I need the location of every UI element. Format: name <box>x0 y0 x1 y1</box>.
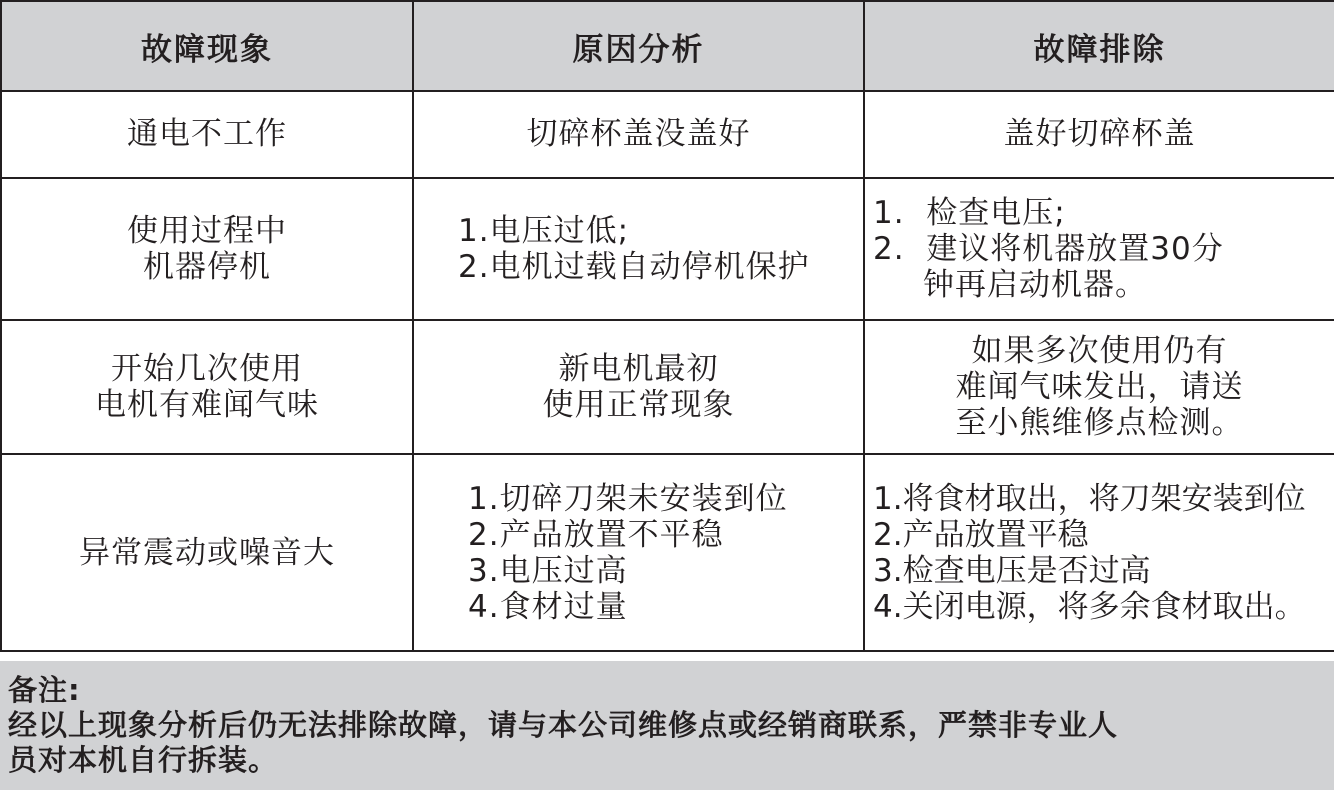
symptom-cell <box>1 178 413 320</box>
solution-cell <box>864 91 1334 177</box>
solution-text: 4.关闭电源，将多余食材取出。 <box>873 588 1306 625</box>
cause-text: 2.电机过载自动停机保护 <box>458 248 810 285</box>
cause-text: 使用正常现象 <box>542 387 735 424</box>
symptom-text: 使用过程中 <box>127 212 287 249</box>
solution-cell <box>864 454 1334 651</box>
solution-cell <box>864 320 1334 454</box>
solution-text: 1.将食材取出，将刀架安装到位 <box>873 480 1306 517</box>
symptom-text: 异常震动或噪音大 <box>79 534 335 571</box>
symptom-cell <box>1 454 413 651</box>
symptom-text: 机器停机 <box>143 248 271 285</box>
note-box <box>0 661 1334 790</box>
cause-cell <box>413 178 864 320</box>
table-row <box>1 454 1334 651</box>
solution-text: 2. 建议将机器放置30分 <box>873 230 1224 267</box>
solution-cell <box>864 178 1334 320</box>
table-row <box>1 178 1334 320</box>
symptom-cell <box>1 91 413 177</box>
header-cause: 原因分析 <box>413 1 864 91</box>
header-symptom: 故障现象 <box>1 1 413 91</box>
cause-text: 新电机最初 <box>558 351 719 388</box>
cause-cell <box>413 454 864 651</box>
symptom-text: 电机有难闻气味 <box>95 387 319 424</box>
solution-text: 难闻气味发出，请送 <box>955 369 1244 406</box>
solution-text: 如果多次使用仍有 <box>971 333 1228 370</box>
cause-text: 切碎杯盖没盖好 <box>526 116 751 153</box>
solution-text: 至小熊维修点检测。 <box>955 405 1244 442</box>
cause-cell <box>413 320 864 454</box>
symptom-text: 开始几次使用 <box>111 351 303 388</box>
note-title: 备注: <box>8 673 81 707</box>
symptom-text: 通电不工作 <box>127 116 287 153</box>
cause-text: 3.电压过高 <box>468 552 628 589</box>
symptom-cell <box>1 320 413 454</box>
note-text: 员对本机自行拆装。 <box>8 743 279 777</box>
table-row <box>1 320 1334 454</box>
cause-text: 1.切碎刀架未安装到位 <box>468 480 788 517</box>
solution-text: 钟再启动机器。 <box>923 266 1147 303</box>
solution-text: 3.检查电压是否过高 <box>873 552 1151 589</box>
cause-text: 4.食材过量 <box>468 588 628 625</box>
header-row <box>1 1 1334 91</box>
cause-cell <box>413 91 864 177</box>
solution-text: 1. 检查电压; <box>873 194 1066 231</box>
cause-text: 1.电压过低; <box>458 212 630 249</box>
solution-text: 2.产品放置平稳 <box>873 516 1089 553</box>
solution-text: 盖好切碎杯盖 <box>1003 116 1196 153</box>
note-text: 经以上现象分析后仍无法排除故障，请与本公司维修点或经销商联系，严禁非专业人 <box>8 708 1119 742</box>
header-solution: 故障排除 <box>864 1 1334 91</box>
table-row <box>1 91 1334 177</box>
cause-text: 2.产品放置不平稳 <box>468 516 724 553</box>
